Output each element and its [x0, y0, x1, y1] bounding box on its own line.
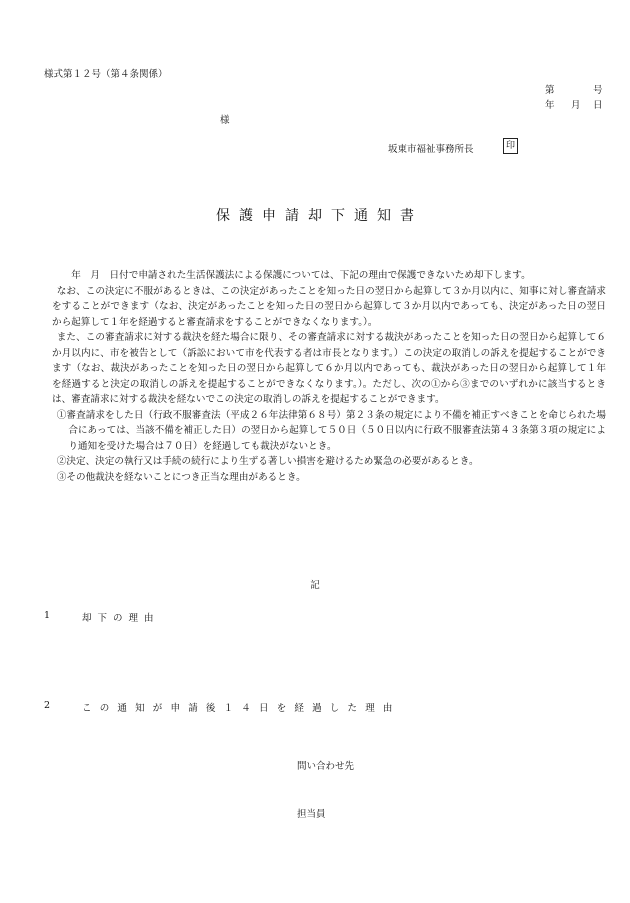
section-1-number: 1: [44, 610, 51, 621]
document-number-suffix: 号: [593, 85, 603, 96]
section-2-number: 2: [44, 700, 51, 711]
document-title: 保護申請却下通知書: [216, 208, 423, 224]
exception-item-1: ①審査請求をした日（行政不服審査法（平成２６年法律第６８号）第２３条の規定により不備を補正すべきことを命じられた場合にあっては、当該不備を補正した日）の翌日から起算して５０日（５０日以内に行政不服審査法第４３条第３項の規定により通知を受けた場合は７０日）を経過しても裁決がないとき。: [56, 409, 606, 452]
exception-item-2: ②決定、決定の執行又は手続の続行により生ずる著しい損害を避けるため緊急の必要があるとき。: [56, 456, 479, 467]
body-paragraph-lawsuit: また、この審査請求に対する裁決を経た場合に限り、その審査請求に対する裁決があったことを知った日の翌日から起算して６か月以内に、市を被告として（訴訟において市を代表する者は市長となります。）この決定の取消しの訴えを提起することができます（なお、裁決があったことを知った日の翌日から起算して６か月以内であっても、裁決があった日の翌日から起算して１年を経過すると決定の取消しの訴えを提起することができなくなります。）。ただし、次の①から③までのいずれかに該当するときは、審査請求に対する裁決を経ないでこの決定の取消しの訴えを提起することができます。: [52, 332, 606, 405]
form-label: 様式第１２号（第４条関係）: [44, 69, 168, 80]
seal-mark: 印: [503, 138, 518, 154]
body-paragraph-decision: 年 月 日付で申請された生活保護法による保護については、下記の理由で保護できないため却下します。: [71, 270, 531, 281]
exception-item-3: ③その他裁決を経ないことにつき正当な理由があるとき。: [56, 471, 306, 483]
addressee-suffix: 様: [220, 115, 230, 126]
date-day-label: 日: [593, 100, 603, 111]
document-number-label: 第: [545, 85, 555, 96]
notice-body: [52, 268, 606, 485]
section-2-label: この通知が申請後１４日を経過した理由: [82, 703, 401, 714]
ki-heading: 記: [310, 580, 320, 591]
section-1-label: 却下の理由: [82, 613, 160, 624]
date-year-label: 年: [545, 100, 555, 111]
date-month-label: 月: [571, 100, 581, 111]
body-paragraph-appeal: なお、この決定に不服があるときは、この決定があったことを知った日の翌日から起算して３か月以内に、知事に対し審査請求をすることができます（なお、決定があったことを知った日の翌日から起算して３か月以内であっても、決定があった日の翌日から起算して１年を経過すると審査請求をすることができなくなります。）。: [52, 285, 606, 328]
issuer-name: 坂東市福祉事務所長: [388, 144, 474, 155]
staff-label: 担当員: [297, 809, 326, 820]
contact-label: 問い合わせ先: [297, 761, 355, 772]
